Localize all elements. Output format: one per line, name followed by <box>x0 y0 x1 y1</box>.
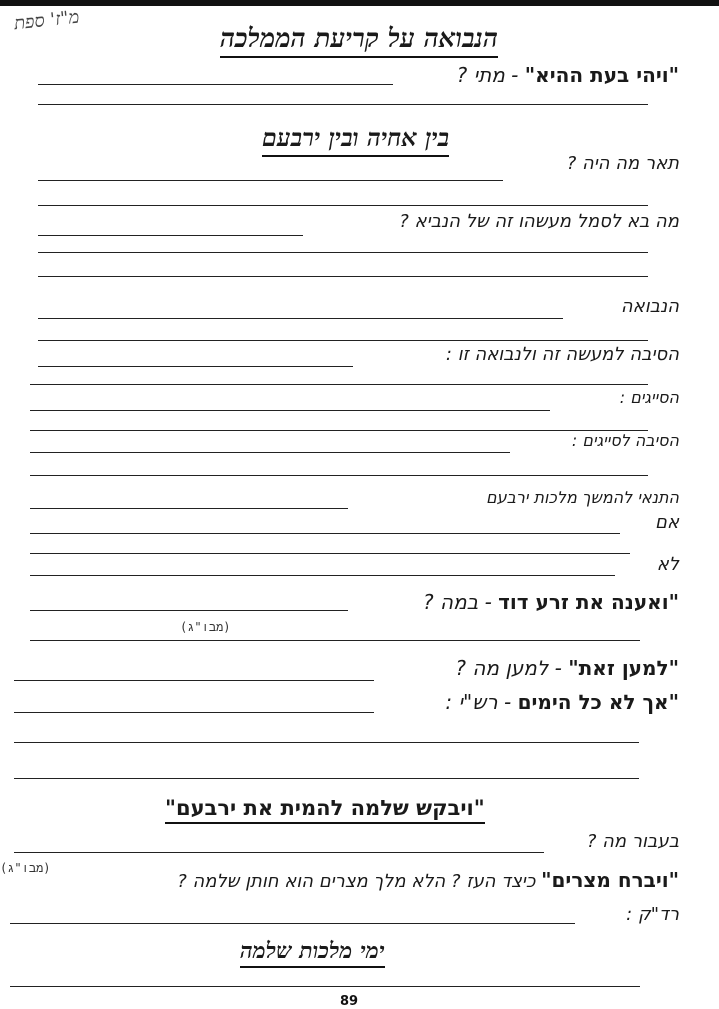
corner-note: מ"ז' ספת <box>13 6 81 35</box>
answer-line <box>14 852 544 853</box>
question-when-suffix: - מתי ? <box>456 63 519 87</box>
answer-line <box>38 104 648 105</box>
question-symbol: מה בא לסמל מעשהו זה של הנביא ? <box>399 211 679 232</box>
section-heading-ahia: בין אחיה ובין ירבעם <box>262 123 449 157</box>
answer-line <box>30 533 620 534</box>
answer-line <box>30 610 348 611</box>
question-notall-suffix: - רש"י : <box>445 690 512 714</box>
answer-line <box>30 410 550 411</box>
label-reason-conditions: הסיבה לסייגים : <box>571 431 679 450</box>
answer-line <box>14 712 374 713</box>
page-title: הנבואה על קריעת הממלכה <box>220 24 498 58</box>
answer-line <box>30 508 348 509</box>
answer-line <box>10 986 640 987</box>
label-ifnot: לא <box>656 554 679 575</box>
answer-line <box>30 475 648 476</box>
answer-line <box>30 575 615 576</box>
question-afflict-suffix: - במה ? <box>423 590 492 614</box>
label-condition-kingship: התנאי להמשך מלכות ירבעם <box>485 488 679 507</box>
label-if: אם <box>655 512 679 533</box>
answer-line <box>38 276 648 277</box>
answer-line <box>30 553 630 554</box>
section-heading-solomon: "ויבקש שלמה להמית את ירבעם" <box>165 796 485 824</box>
question-because <box>455 656 679 680</box>
answer-line <box>38 235 303 236</box>
answer-line <box>14 778 639 779</box>
quote-afflict: "ואענה את זרע דוד <box>498 590 679 614</box>
reference-note: (מבו"ג) <box>180 620 231 634</box>
answer-line <box>30 452 510 453</box>
answer-line <box>38 84 393 85</box>
label-reason: הסיבה למעשה זה ולנבואה זו : <box>445 344 679 365</box>
answer-line <box>38 252 648 253</box>
answer-line <box>38 366 353 367</box>
question-notall <box>445 690 679 714</box>
answer-line <box>10 923 575 924</box>
question-when <box>457 63 679 87</box>
section-heading-days: ימי מלכות שלמה <box>240 938 385 968</box>
quote-flee: "ויברח מצרים" <box>541 868 679 892</box>
label-radak: רד"ק : <box>626 904 679 925</box>
question-why: בעבור מה ? <box>586 831 679 852</box>
quote-when: "ויהי בעת ההיא" <box>524 63 679 87</box>
question-flee-suffix: כיצד העז ? הלא מלך מצרים הוא חותן שלמה ? <box>177 871 536 892</box>
question-afflict <box>423 590 679 614</box>
answer-line <box>38 180 503 181</box>
quote-notall: "אך לא כל הימים <box>517 690 679 714</box>
answer-line <box>14 742 639 743</box>
label-prophecy: הנבואה <box>620 296 679 317</box>
question-because-suffix: - למען מה ? <box>455 656 562 680</box>
answer-line <box>14 680 374 681</box>
answer-line <box>38 340 648 341</box>
top-border <box>0 0 719 6</box>
answer-line <box>30 430 648 431</box>
label-conditions: הסייגים : <box>619 388 679 407</box>
answer-line <box>30 384 648 385</box>
answer-line <box>38 318 563 319</box>
question-flee <box>177 868 679 892</box>
page-number: 89 <box>340 994 359 1009</box>
answer-line <box>30 640 640 641</box>
reference-note: (מבו"ג) <box>0 861 51 875</box>
quote-because: "למען זאת" <box>568 656 679 680</box>
question-describe: תאר מה היה ? <box>566 153 679 174</box>
answer-line <box>38 205 648 206</box>
